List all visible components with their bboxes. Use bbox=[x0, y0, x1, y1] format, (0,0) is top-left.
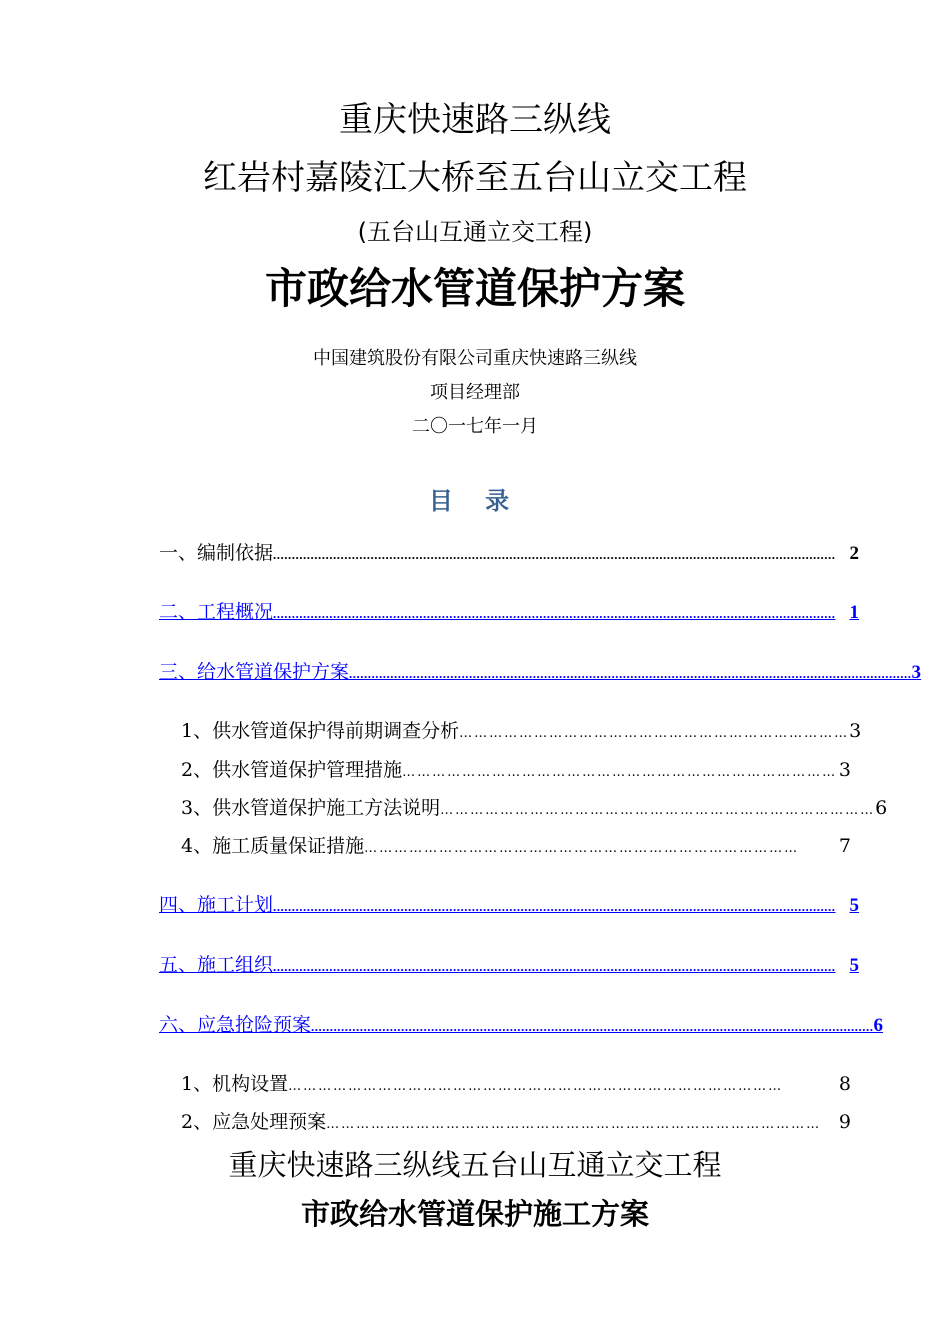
toc-item-label[interactable]: 二、工程概况 bbox=[159, 601, 274, 623]
toc-page-number: 3 bbox=[838, 759, 851, 781]
toc-page-number[interactable]: 6 bbox=[873, 1015, 884, 1036]
toc-item-label[interactable]: 六、应急抢险预案 bbox=[159, 1014, 312, 1036]
cover-line1: 重庆快速路三纵线 bbox=[339, 100, 611, 140]
toc-page-number: 6 bbox=[875, 797, 888, 819]
toc-item-label[interactable]: 五、施工组织 bbox=[159, 954, 274, 976]
toc-item-1 bbox=[159, 538, 859, 565]
toc-link-3[interactable] bbox=[159, 657, 922, 684]
main-title: 市政给水管道保护方案 bbox=[264, 264, 685, 313]
toc-leader-dots: …………………………………………………………………………… bbox=[364, 841, 800, 856]
cover-line2: 红岩村嘉陵江大桥至五台山立交工程 bbox=[203, 158, 747, 198]
toc-page-number: 2 bbox=[849, 543, 859, 564]
toc-subitem-6-1 bbox=[181, 1069, 851, 1096]
toc-link-4[interactable] bbox=[159, 890, 859, 917]
toc-item-label[interactable]: 三、给水管道保护方案 bbox=[159, 661, 350, 683]
toc-page-number: 9 bbox=[838, 1111, 851, 1133]
toc-page-number: 8 bbox=[838, 1073, 851, 1095]
toc-leader-dots: …………………………………………………………………………… bbox=[440, 803, 876, 818]
toc-item-label: 1、机构设置 bbox=[181, 1073, 289, 1095]
toc-link-6[interactable] bbox=[159, 1010, 884, 1037]
toc-leader-dots: …………………………………………………………………… bbox=[459, 726, 850, 741]
toc-subitem-3-2 bbox=[181, 755, 851, 782]
toc-leader-dots: …………………………………………………………………………… bbox=[402, 765, 838, 780]
toc-page-number[interactable]: 5 bbox=[849, 895, 859, 916]
toc-item-label: 2、应急处理预案 bbox=[181, 1111, 327, 1133]
toc-link-2[interactable] bbox=[159, 597, 859, 624]
toc-leader-dots[interactable]: ...................................................................................................................................................... bbox=[273, 899, 836, 914]
toc-subitem-3-4 bbox=[181, 831, 851, 858]
toc-subitem-6-2 bbox=[181, 1107, 851, 1134]
toc-item-label[interactable]: 四、施工计划 bbox=[159, 894, 274, 916]
body-heading-1: 重庆快速路三纵线五台山互通立交工程 bbox=[228, 1148, 722, 1182]
toc-item-label: 2、供水管道保护管理措施 bbox=[181, 759, 403, 781]
toc-leader-dots[interactable]: ...................................................................................................................................................... bbox=[273, 959, 836, 974]
toc-page-number: 3 bbox=[849, 720, 862, 742]
toc-item-label: 一、编制依据 bbox=[159, 542, 274, 564]
date-line: 二〇一七年一月 bbox=[412, 416, 538, 437]
toc-page-number[interactable]: 3 bbox=[911, 662, 922, 683]
toc-subitem-3-3 bbox=[181, 793, 888, 820]
toc-leader-dots[interactable]: ...................................................................................................................................................... bbox=[273, 606, 836, 621]
toc-link-5[interactable] bbox=[159, 950, 859, 977]
toc-page-number[interactable]: 5 bbox=[849, 955, 859, 976]
toc-title: 目 录 bbox=[428, 487, 522, 515]
toc-page-number: 7 bbox=[838, 835, 851, 857]
toc-page-number[interactable]: 1 bbox=[849, 602, 859, 623]
toc-leader-dots: ……………………………………………………………………………………… bbox=[326, 1117, 822, 1132]
toc-item-label: 3、供水管道保护施工方法说明 bbox=[181, 797, 441, 819]
toc-item-label: 4、施工质量保证措施 bbox=[181, 835, 365, 857]
toc-item-label: 1、供水管道保护得前期调查分析 bbox=[181, 720, 460, 742]
org-line2: 项目经理部 bbox=[430, 382, 520, 403]
toc-leader-dots: ……………………………………………………………………………………… bbox=[288, 1079, 784, 1094]
body-heading-2: 市政给水管道保护施工方案 bbox=[300, 1197, 649, 1231]
toc-subitem-3-1 bbox=[181, 716, 862, 743]
toc-leader-dots[interactable]: ...................................................................................................................................................... bbox=[349, 666, 912, 681]
toc-leader-dots[interactable]: ...................................................................................................................................................... bbox=[311, 1019, 874, 1034]
cover-line3: (五台山互通立交工程) bbox=[357, 218, 593, 246]
org-line1: 中国建筑股份有限公司重庆快速路三纵线 bbox=[313, 348, 637, 369]
toc-leader-dots: ...................................................................................................................................................... bbox=[273, 547, 836, 562]
